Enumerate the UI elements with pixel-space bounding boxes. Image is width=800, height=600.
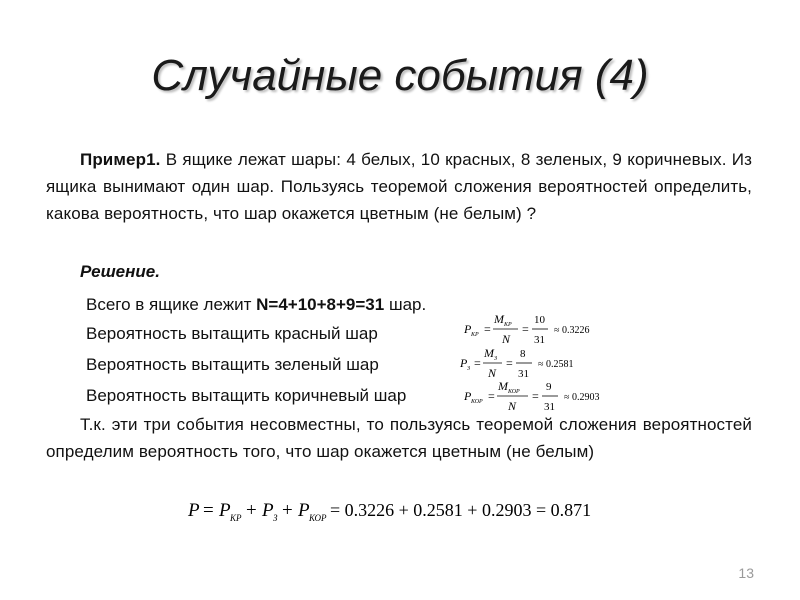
formula-green-m-sub: З: [494, 356, 497, 362]
page-number: 13: [738, 565, 754, 581]
formula-red-eq2: =: [522, 322, 529, 336]
example-label: Пример1.: [80, 150, 161, 169]
formula-green-eq2: =: [506, 356, 513, 370]
formula-red-m-sub: КР: [504, 322, 512, 328]
formula-brown-m: M: [498, 379, 508, 393]
total-suffix: шар.: [384, 295, 427, 314]
formula-green-n: N: [488, 366, 497, 380]
formula-red-den: 31: [534, 334, 545, 346]
total-formula: N=4+10+8+9=31: [256, 295, 385, 314]
formula-brown-n: N: [508, 399, 517, 413]
formula-green-eq1: =: [474, 356, 481, 370]
formula-green-result: ≈ 0.2581: [538, 359, 574, 370]
final-formula-values: = 0.3226 + 0.2581 + 0.2903 = 0.871: [330, 500, 592, 520]
example-paragraph: [46, 146, 752, 227]
prob-red-text: Вероятность вытащить красный шар: [86, 324, 378, 343]
final-formula-p: P: [188, 500, 200, 521]
slide-title: Случайные события (4): [151, 51, 649, 100]
formula-red: [462, 311, 622, 349]
formula-brown-result: ≈ 0.2903: [564, 392, 600, 403]
formula-brown-eq1: =: [488, 389, 495, 403]
total-count-line: [86, 291, 426, 318]
prob-brown-text: Вероятность вытащить коричневый шар: [86, 386, 407, 405]
formula-green-p: P: [460, 356, 468, 370]
final-formula-sub-z: З: [273, 513, 278, 523]
final-formula: [186, 492, 626, 526]
solution-heading: Решение.: [80, 262, 160, 281]
formula-red-m: M: [494, 312, 504, 326]
final-formula-plus2: +: [282, 500, 293, 521]
formula-red-n: N: [502, 332, 511, 346]
total-prefix: Всего в ящике лежит: [86, 295, 257, 314]
formula-red-num: 10: [534, 314, 545, 326]
formula-red-result: ≈ 0.3226: [554, 325, 590, 336]
final-formula-eq: =: [203, 500, 214, 521]
formula-green-num: 8: [520, 348, 526, 360]
formula-brown-eq2: =: [532, 389, 539, 403]
example-text: В ящике лежат шары: 4 белых, 10 красных, 8 зеленых, 9 коричневых. Из ящика вынимают один шар. Пользуясь теоремой сложения вероятностей определить, какова вероятность, что шар окажется цветным (не белым) ?: [46, 150, 752, 223]
final-formula-p1: P: [219, 500, 231, 521]
formula-green-p-sub: З: [467, 366, 470, 372]
formula-brown-p-sub: КОР: [471, 399, 483, 405]
formula-brown-p: P: [464, 389, 472, 403]
formula-brown-m-sub: КОР: [508, 389, 520, 395]
formula-red-eq1: =: [484, 322, 491, 336]
final-formula-p3: P: [298, 500, 310, 521]
conclusion-paragraph: Т.к. эти три события несовместны, то пользуясь теоремой сложения вероятностей определим вероятность того, что шар окажется цветным (не белым): [46, 415, 752, 461]
formula-brown-num: 9: [546, 381, 552, 393]
formula-green-m: M: [484, 346, 494, 360]
formula-red-p: P: [464, 322, 472, 336]
prob-green-text: Вероятность вытащить зеленый шар: [86, 355, 379, 374]
formula-green-den: 31: [518, 368, 529, 380]
final-formula-p2: P: [262, 500, 274, 521]
formula-red-p-sub: КР: [471, 332, 479, 338]
final-formula-sub-kor: КОР: [309, 513, 327, 523]
formula-brown-den: 31: [544, 401, 555, 413]
final-formula-sub-kr: КР: [230, 513, 242, 523]
final-formula-plus1: +: [246, 500, 257, 521]
